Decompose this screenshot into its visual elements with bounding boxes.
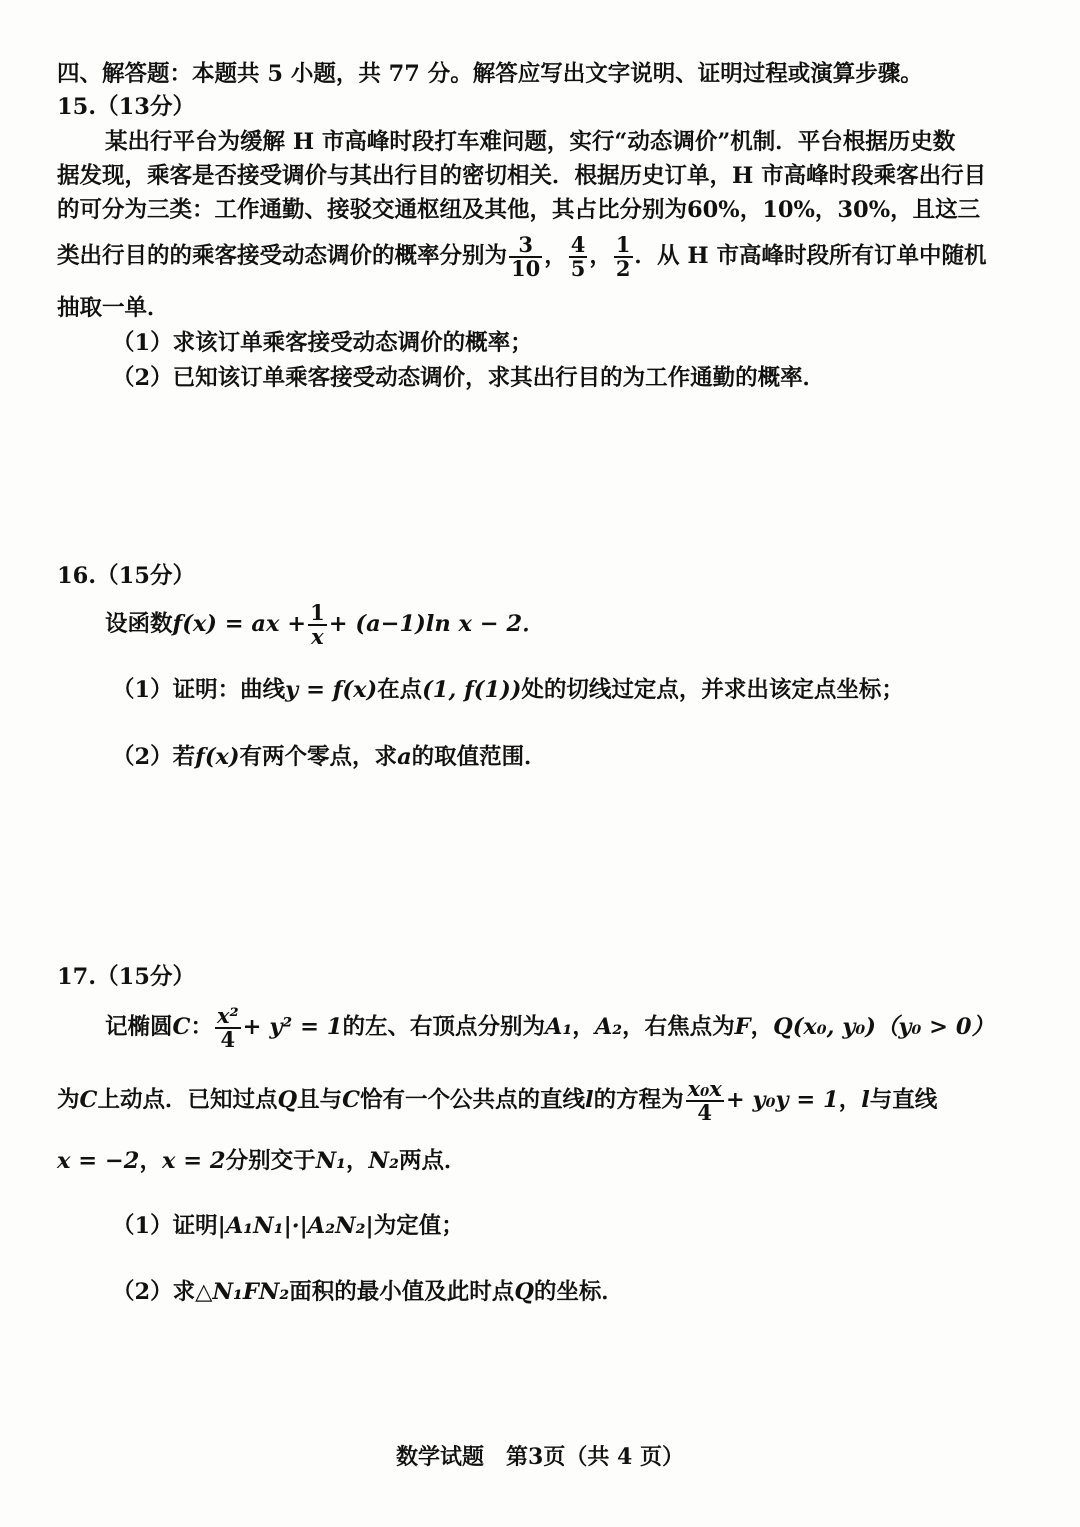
fraction-3-10: $\frac{3}{10}$: [511, 232, 541, 282]
q17-number: 17.（15分）: [57, 964, 195, 990]
q15-part-2: （2）已知该订单乘客接受动态调价，求其出行目的为工作通勤的概率．: [112, 365, 826, 391]
q15-text-line-4: 类出行目的的乘客接受动态调价的概率分别为 $\frac{3}{10}$ ， $\frac{4}{5}$ ， $\frac{1}{2}$ ．从 H 市高峰时段所有订单中随机: [57, 232, 987, 282]
q15-number: 15.（13分）: [57, 94, 195, 120]
ellipse-fraction: $\frac{\text{x²}}{4}$: [216, 1003, 239, 1053]
q17-line-1: 记椭圆C： $\frac{\text{x²}}{4}$ + y² = 1的左、右顶点分别为A₁，A₂，右焦点为F，Q(x₀, y₀)（y₀ > 0）: [105, 1003, 995, 1053]
q16-number: 16.（15分）: [57, 563, 195, 589]
q16-fx-rhs: + (a−1)ln x − 2．: [328, 611, 545, 638]
q16-function-def: 设函数f(x) = ax + $\frac{1}{x}$ + (a−1)ln x − 2．: [105, 600, 545, 650]
section-heading: 四、解答题：本题共 5 小题，共 77 分。解答应写出文字说明、证明过程或演算步骤。: [57, 61, 923, 87]
page-footer: 数学试题 第3页（共 4 页）: [396, 1444, 684, 1470]
q15-line4-post: ．从 H 市高峰时段所有订单中随机: [634, 243, 987, 270]
q16-fx-lhs: f(x) = ax +: [172, 611, 307, 638]
tangent-line-fraction: $\frac{\text{x₀x}}{4}$: [687, 1076, 722, 1126]
q15-text-line-2: 据发现，乘客是否接受调价与其出行目的密切相关．根据历史订单，H 市高峰时段乘客出行目: [57, 163, 987, 189]
q17-part-1: （1）证明|A₁N₁|·|A₂N₂|为定值；: [112, 1213, 464, 1239]
fraction-1-2: $\frac{1}{2}$: [615, 232, 631, 282]
q17-part-2: （2）求△N₁FN₂面积的最小值及此时点Q的坐标．: [112, 1279, 624, 1305]
q15-text-line-3: 的可分为三类：工作通勤、接驳交通枢纽及其他，其占比分别为60%，10%，30%，且这三: [57, 197, 981, 223]
q17-line-2: 为C上动点．已知过点Q且与C恰有一个公共点的直线l的方程为 $\frac{\text{x₀x}}{4}$ + y₀y = 1，l与直线: [57, 1076, 938, 1126]
q16-part-2: （2）若f(x)有两个零点，求a的取值范围．: [112, 744, 547, 770]
q15-line4-pre: 类出行目的的乘客接受动态调价的概率分别为: [57, 243, 508, 270]
fraction-1-x: $\frac{1}{x}$: [310, 600, 325, 650]
q17-line-3: x = −2，x = 2分别交于N₁，N₂两点．: [57, 1148, 467, 1174]
q15-part-1: （1）求该订单乘客接受动态调价的概率；: [112, 330, 533, 356]
q15-text-line-1: 某出行平台为缓解 H 市高峰时段打车难问题，实行“动态调价”机制．平台根据历史数: [105, 129, 956, 155]
q16-part-1: （1）证明：曲线y = f(x)在点(1, f(1))处的切线过定点，并求出该定点坐标；: [112, 677, 904, 703]
fraction-4-5: $\frac{4}{5}$: [570, 232, 586, 282]
q15-text-line-5: 抽取一单．: [57, 295, 170, 321]
